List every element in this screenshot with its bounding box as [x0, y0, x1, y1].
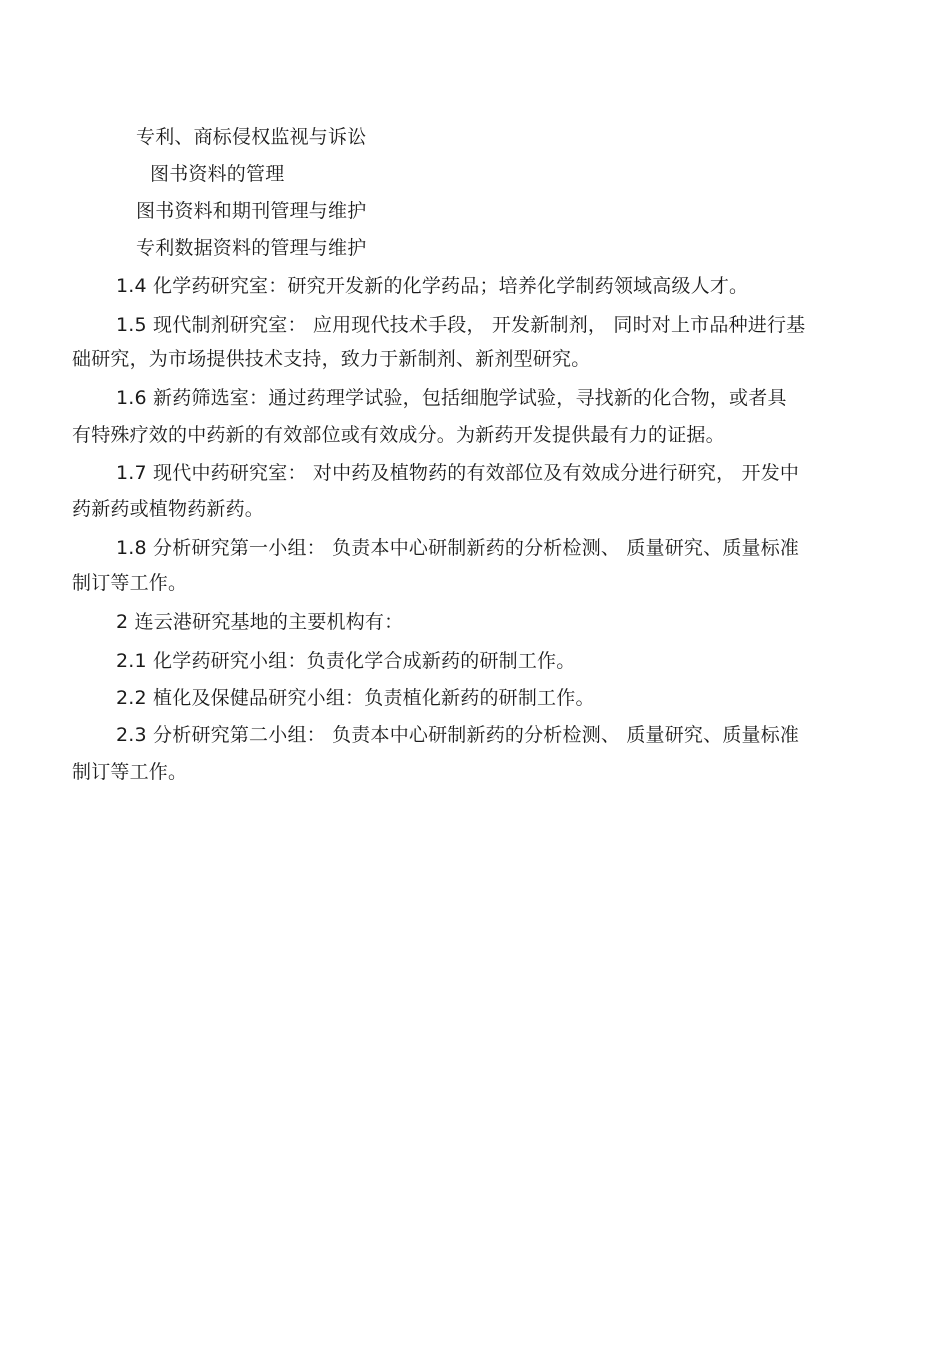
paragraph-1-7-line-2: 药新药或植物药新药。 [72, 498, 265, 520]
paragraph-1-8-line-2: 制订等工作。 [72, 572, 188, 594]
text-line: 图书资料和期刊管理与维护 [136, 200, 367, 222]
text-line: 专利、商标侵权监视与诉讼 [136, 126, 367, 148]
paragraph-1-5-line-2: 础研究，为市场提供技术支持，致力于新制剂、新剂型研究。 [72, 348, 591, 370]
text-line: 图书资料的管理 [150, 163, 285, 185]
paragraph-1-5-line-1: 1.5 现代制剂研究室： 应用现代技术手段， 开发新制剂， 同时对上市品种进行基 [116, 314, 806, 336]
paragraph-1-8-line-1: 1.8 分析研究第一小组： 负责本中心研制新药的分析检测、 质量研究、质量标准 [116, 537, 800, 559]
paragraph-1-6-line-1: 1.6 新药筛选室：通过药理学试验，包括细胞学试验，寻找新的化合物，或者具 [116, 387, 787, 409]
section-2-heading: 2 连云港研究基地的主要机构有： [116, 611, 404, 633]
text-line: 专利数据资料的管理与维护 [136, 237, 367, 259]
paragraph-2-2: 2.2 植化及保健品研究小组：负责植化新药的研制工作。 [116, 687, 595, 709]
paragraph-2-3-line-1: 2.3 分析研究第二小组： 负责本中心研制新药的分析检测、 质量研究、质量标准 [116, 724, 800, 746]
paragraph-1-6-line-2: 有特殊疗效的中药新的有效部位或有效成分。为新药开发提供最有力的证据。 [72, 424, 725, 446]
paragraph-2-1: 2.1 化学药研究小组：负责化学合成新药的研制工作。 [116, 650, 576, 672]
paragraph-2-3-line-2: 制订等工作。 [72, 761, 188, 783]
paragraph-1-4: 1.4 化学药研究室：研究开发新的化学药品；培养化学制药领域高级人才。 [116, 275, 749, 297]
paragraph-1-7-line-1: 1.7 现代中药研究室： 对中药及植物药的有效部位及有效成分进行研究， 开发中 [116, 462, 800, 484]
